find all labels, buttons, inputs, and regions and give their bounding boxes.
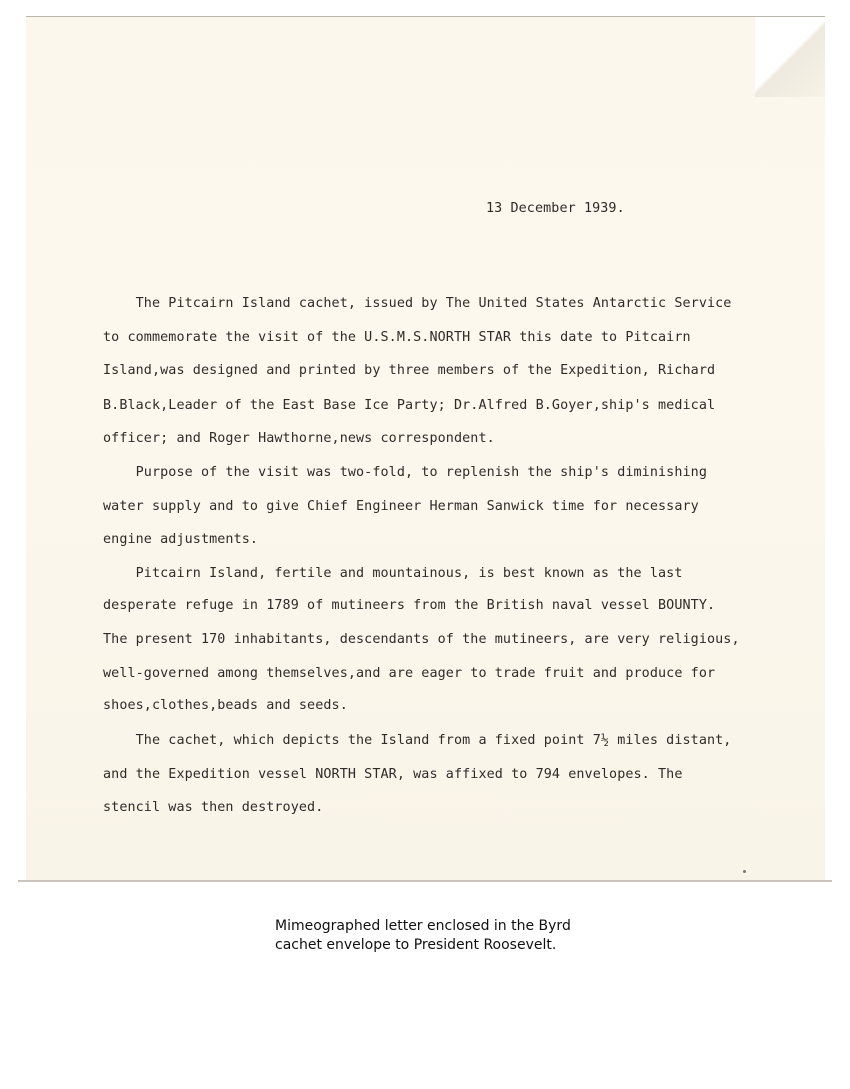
caption-line: cachet envelope to President Roosevelt.: [275, 937, 557, 953]
letter-line: and the Expedition vessel NORTH STAR, was affixed to 794 envelopes. The: [103, 767, 683, 782]
caption-line: Mimeographed letter enclosed in the Byrd: [275, 918, 571, 934]
letter-sheet: [26, 16, 825, 881]
letter-line: water supply and to give Chief Engineer Herman Sanwick time for necessary: [103, 499, 699, 514]
letter-line: to commemorate the visit of the U.S.M.S.NORTH STAR this date to Pitcairn: [103, 330, 691, 345]
sheet-bottom-edge: [18, 880, 832, 882]
letter-line: The present 170 inhabitants, descendants of the mutineers, are very religious,: [103, 632, 740, 647]
letter-line: shoes,clothes,beads and seeds.: [103, 698, 348, 713]
letter-line: stencil was then destroyed.: [103, 800, 324, 815]
letter-line: B.Black,Leader of the East Base Ice Party; Dr.Alfred B.Goyer,ship's medical: [103, 398, 716, 413]
letter-line: officer; and Roger Hawthorne,news correspondent.: [103, 431, 495, 446]
folded-corner: [755, 17, 825, 97]
letter-line: The cachet, which depicts the Island from a fixed point 7½ miles distant,: [103, 733, 732, 748]
paper-speck: [743, 870, 746, 873]
letter-line: well-governed among themselves,and are eager to trade fruit and produce for: [103, 666, 716, 681]
letter-line: Purpose of the visit was two-fold, to replenish the ship's diminishing: [103, 465, 707, 480]
letter-line: Island,was designed and printed by three members of the Expedition, Richard: [103, 363, 716, 378]
letter-line: engine adjustments.: [103, 532, 259, 547]
letter-date: 13 December 1939.: [486, 201, 625, 216]
image-caption: [275, 917, 571, 955]
letter-line: Pitcairn Island, fertile and mountainous, is best known as the last: [103, 566, 683, 581]
letter-line: The Pitcairn Island cachet, issued by The United States Antarctic Service: [103, 296, 732, 311]
letter-line: desperate refuge in 1789 of mutineers from the British naval vessel BOUNTY.: [103, 598, 716, 613]
